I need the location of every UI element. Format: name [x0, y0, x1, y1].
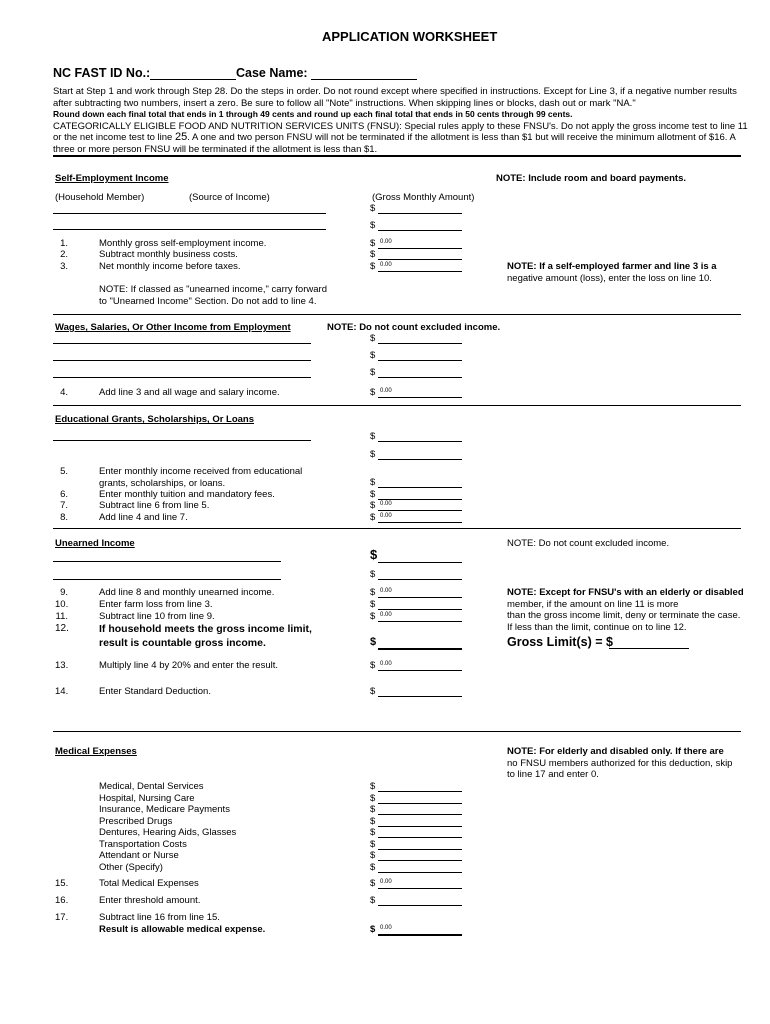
section-divider [53, 731, 741, 732]
grants-heading: Educational Grants, Scholarships, Or Loans [55, 414, 255, 425]
self-employment-entry-line[interactable] [53, 213, 326, 214]
line-description: Add line 3 and all wage and salary income. [99, 387, 280, 398]
page-title: APPLICATION WORKSHEET [322, 29, 498, 44]
line-number: 5. [60, 466, 68, 477]
medical-item: Prescribed Drugs [99, 815, 173, 827]
rounding-instruction: Round down each final total that ends in 1 through 49 cents and round up each final total that ends in 50 cents through 99 cents. [53, 109, 573, 119]
self-employment-heading: Self-Employment Income [55, 173, 169, 184]
income-source-column: (Source of Income) [189, 192, 270, 203]
self-employment-entry-line[interactable] [53, 229, 326, 230]
line-description: Subtract line 6 from line 5. [99, 500, 210, 511]
gross-limit-field[interactable] [609, 648, 689, 649]
section-divider [53, 405, 741, 406]
nc-fast-id-field[interactable] [150, 79, 236, 80]
medical-heading: Medical Expenses [55, 746, 137, 757]
line-description: Add line 4 and line 7. [99, 512, 188, 523]
gross-limit-note: NOTE: Except for FNSU's with an elderly or disabled member, if the amount on line 11 is more than the gross income limit, deny or terminate the case. If less than the limit, continue on to line 12. [507, 587, 744, 633]
nc-fast-id-label: NC FAST ID No.: [53, 66, 151, 80]
gross-limit-label: Gross Limit(s) = $ [507, 635, 613, 649]
line-description: Add line 8 and monthly unearned income. [99, 587, 275, 598]
wage-entry-line[interactable] [53, 343, 311, 344]
line-17-description: Subtract line 16 from line 15. Result is allowable medical expense. [99, 912, 266, 935]
categorical-eligibility-text: CATEGORICALLY ELIGIBLE FOOD AND NUTRITION SERVICES UNITS (FNSU): Special rules apply to these FNSU's. Do not apply the gross income test to line 11 or the net income test to line 25. A one and two person FNSU will not be terminated if the allotment is less than $1 but will receive the minimum allotment of $16. A three or more person FNSU will be terminated if the allotment is less than $1. [53, 120, 748, 155]
medical-item: Medical, Dental Services [99, 781, 204, 792]
unearned-carry-note: NOTE: If classed as "unearned income," carry forward to "Unearned Income" Section. Do not add to line 4. [99, 284, 327, 307]
line-number: 3. [60, 261, 68, 272]
line-number: 12. [55, 623, 69, 634]
medical-note: NOTE: For elderly and disabled only. If there are no FNSU members authorized for this deduction, skip to line 17 and enter 0. [507, 746, 733, 780]
line-number: 8. [60, 512, 68, 523]
line-number: 13. [55, 660, 69, 671]
line-12-description: If household meets the gross income limit, result is countable gross income. [99, 623, 312, 649]
instructions-text: Start at Step 1 and work through Step 28. Do the steps in order. Do not round except where specified in instructions. Except for Line 3, if a negative number results after subtracting two numbers, insert a zero. Be sure to follow all "Note" instructions. When skipping lines or blocks, dash out or mark "NA." [53, 86, 737, 109]
line-number: 16. [55, 895, 69, 906]
line-description: Enter monthly tuition and mandatory fees. [99, 489, 275, 500]
line-number: 14. [55, 686, 69, 697]
line-number: 9. [60, 587, 68, 598]
unearned-entry-line[interactable] [53, 561, 281, 562]
medical-expense-list [99, 781, 236, 873]
line-number: 15. [55, 878, 69, 889]
medical-item: Insurance, Medicare Payments [99, 804, 230, 815]
line-description: Enter Standard Deduction. [99, 686, 211, 697]
line-number: 2. [60, 249, 68, 260]
room-board-note: NOTE: Include room and board payments. [496, 173, 687, 184]
unearned-entry-line[interactable] [53, 579, 281, 580]
line-number: 1. [60, 238, 68, 249]
header-divider [53, 155, 741, 157]
line-number: 6. [60, 489, 68, 500]
line-description: Net monthly income before taxes. [99, 261, 241, 272]
medical-item: Dentures, Hearing Aids, Glasses [99, 827, 237, 838]
instructions [53, 86, 758, 155]
line-description: Enter farm loss from line 3. [99, 599, 213, 610]
line-number: 4. [60, 387, 68, 398]
line-number: 10. [55, 599, 69, 610]
wages-heading: Wages, Salaries, Or Other Income from Employment [55, 322, 291, 333]
section-divider [53, 314, 741, 315]
line-number: 11. [55, 611, 68, 622]
medical-item: Transportation Costs [99, 838, 187, 850]
excluded-income-note: NOTE: Do not count excluded income. [327, 322, 501, 333]
line-description: Total Medical Expenses [99, 878, 199, 889]
unearned-heading: Unearned Income [55, 538, 135, 549]
case-name-field[interactable] [311, 79, 417, 80]
line-description: Enter threshold amount. [99, 895, 201, 906]
line-description: Enter monthly income received from educational grants, scholarships, or loans. [99, 466, 303, 489]
line-description: Subtract line 10 from line 9. [99, 611, 215, 622]
case-name-label: Case Name: [236, 66, 308, 80]
line-number: 7. [60, 500, 68, 511]
medical-item: Hospital, Nursing Care [99, 792, 195, 804]
medical-item: Other (Specify) [99, 861, 163, 873]
household-member-column: (Household Member) [55, 192, 145, 203]
gross-amount-column: (Gross Monthly Amount) [372, 192, 475, 203]
medical-item: Attendant or Nurse [99, 850, 179, 861]
line-description: Subtract monthly business costs. [99, 249, 238, 260]
line-description: Monthly gross self-employment income. [99, 238, 267, 249]
grant-entry-line[interactable] [53, 440, 311, 441]
wage-entry-line[interactable] [53, 377, 311, 378]
unearned-excluded-note: NOTE: Do not count excluded income. [507, 538, 670, 549]
wage-entry-line[interactable] [53, 360, 311, 361]
farmer-loss-note: NOTE: If a self-employed farmer and line 3 is a negative amount (loss), enter the loss on line 10. [507, 261, 717, 284]
section-divider [53, 528, 741, 529]
line-number: 17. [55, 912, 69, 923]
line-description: Multiply line 4 by 20% and enter the result. [99, 660, 279, 671]
